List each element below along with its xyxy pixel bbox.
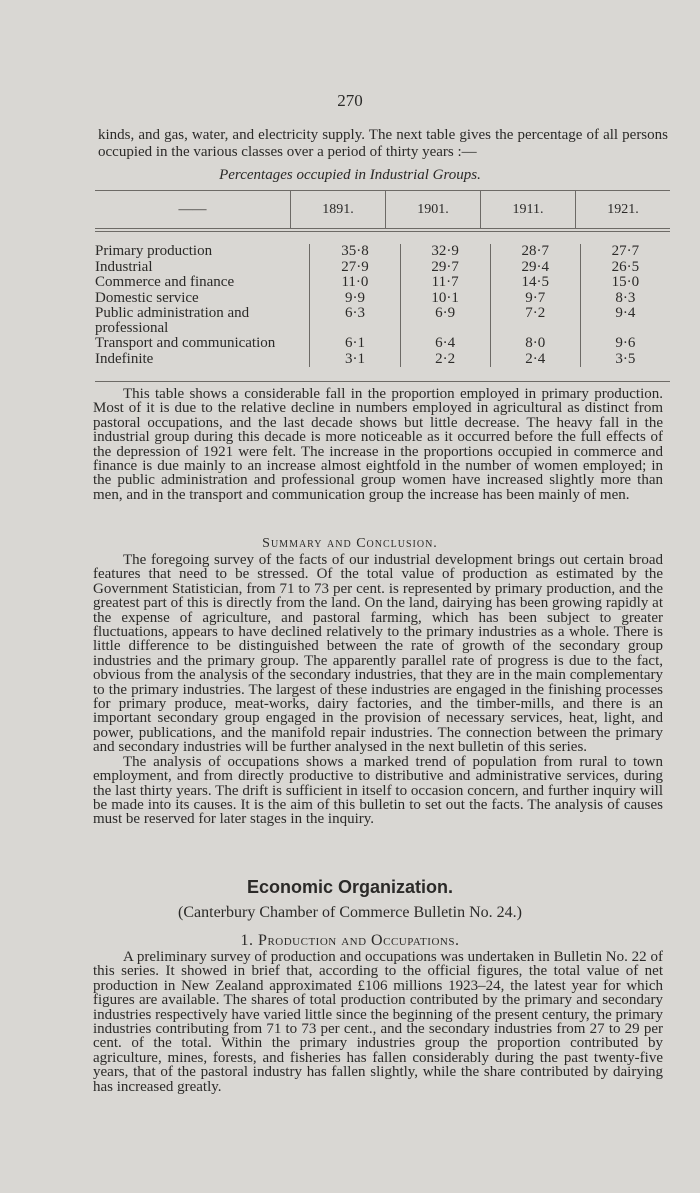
- row-label: Public administration and professional: [95, 305, 250, 336]
- cell: 9·6: [580, 336, 670, 352]
- row-label: Commerce and finance: [95, 274, 235, 290]
- cell: 27·9: [310, 260, 400, 276]
- cell: 32·9: [400, 244, 490, 260]
- row-label: Domestic service: [95, 289, 199, 306]
- percentages-table: [95, 190, 670, 382]
- cell: 29·4: [490, 260, 580, 276]
- cell: 2·4: [490, 352, 580, 368]
- table-row: [95, 291, 670, 307]
- table-row: [95, 306, 670, 336]
- cell: 11·0: [310, 275, 400, 291]
- row-label: Indefinite: [95, 350, 154, 367]
- cell: 6·1: [310, 336, 400, 352]
- summary-heading: Summary and Conclusion.: [262, 536, 438, 551]
- table-caption: Percentages occupied in Industrial Groups.: [219, 167, 481, 183]
- header-1901: 1901.: [386, 191, 481, 228]
- paragraph: This table shows a considerable fall in the proportion employed in primary production. Most of it is due to the relative decline in numbers employed in agricultural as distinct from pastoral occupations, and the last decade shows but little decrease. The heavy fall in the industrial group during this decade is more noticeable as it occurred before the full effects of the depression of 1921 were felt. The increase in the proportions occupied in commerce and finance is due mainly to an increase almost eightfold in the number of women employed; in the public administration and professional group women have increased slightly more than men, and in the transport and communication group the increase has been mainly of men.: [93, 386, 663, 503]
- cell: 3·1: [310, 352, 400, 368]
- table-bottom-rule: [95, 381, 670, 382]
- cell: 6·4: [400, 336, 490, 352]
- cell: 15·0: [580, 275, 670, 291]
- cell: 9·7: [490, 291, 580, 307]
- table-row: [95, 260, 670, 276]
- paragraph: The foregoing survey of the facts of our industrial development brings out certain broad features that need to be stressed. Of the total value of production as estimated by the Government Statistician, from 71 to 73 per cent. is represented by primary production, and the greatest part of this is directly from the land. On the land, dairying has been growing rapidly at the expense of agriculture, and pastoral farming, which has been subject to greater fluctuations, appears to have declined relatively to the primary industries as a whole. There is little difference to be distinguished between the rate of growth of the secondary group industries and the primary group. The apparently parallel rate of progress is due to the fact, obvious from the analysis of the secondary industries, that they are in the main complementary to the primary industries. The largest of these industries are engaged in the finishing processes for primary produce, meat-works, dairy factories, and the timber-mills, and there is an important secondary group engaged in the provision of necessary services, heat, light, and power, publications, and the manifold repair industries. The connection between the primary and secondary industries will be further analysed in the next bulletin of this series.: [93, 552, 663, 756]
- header-1891: 1891.: [291, 191, 386, 228]
- table-row: [95, 336, 670, 352]
- header-1911: 1911.: [481, 191, 576, 228]
- cell: 26·5: [580, 260, 670, 276]
- row-label: Primary production: [95, 243, 213, 259]
- cell: 7·2: [490, 306, 580, 336]
- cell: 9·9: [310, 291, 400, 307]
- summary-text: [93, 553, 663, 827]
- header-label-cell: ——: [178, 201, 207, 217]
- cell: 6·3: [310, 306, 400, 336]
- final-paragraph-block: [93, 950, 663, 1094]
- cell: 28·7: [490, 244, 580, 260]
- bulletin-subheading: (Canterbury Chamber of Commerce Bulletin No. 24.): [178, 904, 522, 921]
- page-number: 270: [337, 91, 363, 110]
- cell: 9·4: [580, 306, 670, 336]
- cell: 3·5: [580, 352, 670, 368]
- table-row: [95, 244, 670, 260]
- cell: 29·7: [400, 260, 490, 276]
- cell: 35·8: [310, 244, 400, 260]
- intro-paragraph: kinds, and gas, water, and electricity supply. The next table gives the percentage of all persons occupied in the various classes over a period of thirty years :—: [98, 127, 668, 160]
- header-1921: 1921.: [576, 191, 671, 228]
- cell: 14·5: [490, 275, 580, 291]
- cell: 10·1: [400, 291, 490, 307]
- table-row: [95, 275, 670, 291]
- table-row: [95, 352, 670, 368]
- cell: 11·7: [400, 275, 490, 291]
- row-label: Industrial: [95, 258, 153, 275]
- table-header-row: [95, 191, 670, 228]
- section-title: 1. Production and Occupations.: [240, 932, 460, 949]
- analysis-paragraph: [93, 387, 663, 502]
- table-header-rule: [95, 228, 670, 232]
- paragraph: A preliminary survey of production and occupations was undertaken in Bulletin No. 22 of this series. It showed in brief that, according to the official figures, the total value of net production in New Zealand approximated £106 millions 1923–24, the latest year for which figures are available. The shares of total production contributed by the primary and secondary industries respectively have varied little since the beginning of the present century, the primary industries contributing from 71 to 73 per cent., and the secondary industries from 27 to 29 per cent. of the total. Within the primary industries group the proportion contributed by agriculture, mines, forests, and fisheries has fallen considerably during the past twenty-five years, that of the pastoral industry has fallen slightly, while the share contributed by dairying has increased greatly.: [93, 949, 663, 1095]
- paragraph: The analysis of occupations shows a marked trend of population from rural to town employment, and from directly productive to distributive and administrative services, during the last thirty years. The drift is sufficient in itself to occasion concern, and further inquiry will be made into its causes. It is the aim of this bulletin to set out the facts. The analysis of causes must be reserved for later stages in the inquiry.: [93, 753, 663, 828]
- cell: 8·3: [580, 291, 670, 307]
- cell: 2·2: [400, 352, 490, 368]
- cell: 8·0: [490, 336, 580, 352]
- row-label: Transport and communication: [95, 335, 276, 351]
- economic-organization-heading: Economic Organization.: [246, 877, 454, 897]
- cell: 27·7: [580, 244, 670, 260]
- cell: 6·9: [400, 306, 490, 336]
